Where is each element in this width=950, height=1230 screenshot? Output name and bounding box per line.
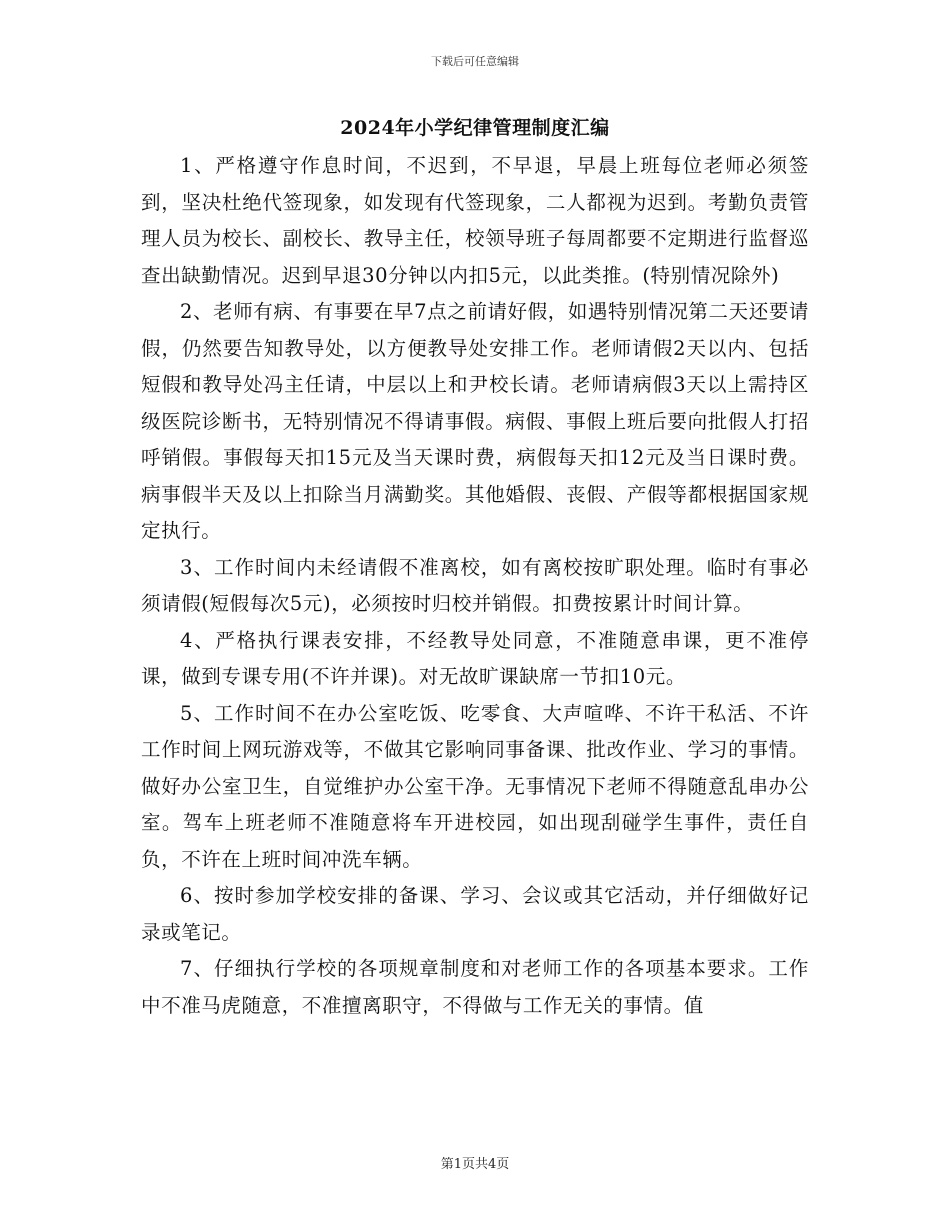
paragraph-1: 1、严格遵守作息时间，不迟到，不早退，早晨上班每位老师必须签到，坚决杜绝代签现象，如发现有代签现象，二人都视为迟到。考勤负责管理人员为校长、副校长、教导主任，校领导班子每周都要不定期进行监督巡查出缺勤情况。迟到早退30分钟以内扣5元，以此类推。(特别情况除外) (141, 154, 809, 287)
page-header-note: 下载后可任意编辑 (431, 55, 519, 68)
paragraph-2: 2、老师有病、有事要在早7点之前请好假，如遇特别情况第二天还要请假，仍然要告知教导处，以方便教导处安排工作。老师请假2天以内、包括短假和教导处冯主任请，中层以上和尹校长请。老师请病假3天以上需持区级医院诊断书，无特别情况不得请事假。病假、事假上班后要向批假人打招呼销假。事假每天扣15元及当天课时费，病假每天扣12元及当日课时费。病事假半天及以上扣除当月满勤奖。其他婚假、丧假、产假等都根据国家规定执行。 (141, 300, 810, 542)
document-title: 2024年小学纪律管理制度汇编 (340, 117, 610, 139)
paragraph-4: 4、严格执行课表安排，不经教导处同意，不准随意串课，更不准停课，做到专课专用(不许并课)。对无故旷课缺席一节扣10元。 (141, 628, 809, 688)
document-body (141, 148, 809, 1024)
paragraph-3: 3、工作时间内未经请假不准离校，如有离校按旷职处理。临时有事必须请假(短假每次5元)，必须按时归校并销假。扣费按累计时间计算。 (141, 555, 809, 615)
page-footer-page-number: 第1页共4页 (440, 1157, 510, 1172)
paragraph-6: 6、按时参加学校安排的备课、学习、会议或其它活动，并仔细做好记录或笔记。 (141, 884, 809, 944)
paragraph-7: 7、仔细执行学校的各项规章制度和对老师工作的各项基本要求。工作中不准马虎随意，不准擅离职守，不得做与工作无关的事情。值 (141, 957, 809, 1017)
paragraph-5: 5、工作时间不在办公室吃饭、吃零食、大声喧哗、不许干私活、不许工作时间上网玩游戏等，不做其它影响同事备课、批改作业、学习的事情。做好办公室卫生，自觉维护办公室干净。无事情况下老师不得随意乱串办公室。驾车上班老师不准随意将车开进校园，如出现刮碰学生事件，责任自负，不许在上班时间冲洗车辆。 (141, 701, 809, 871)
